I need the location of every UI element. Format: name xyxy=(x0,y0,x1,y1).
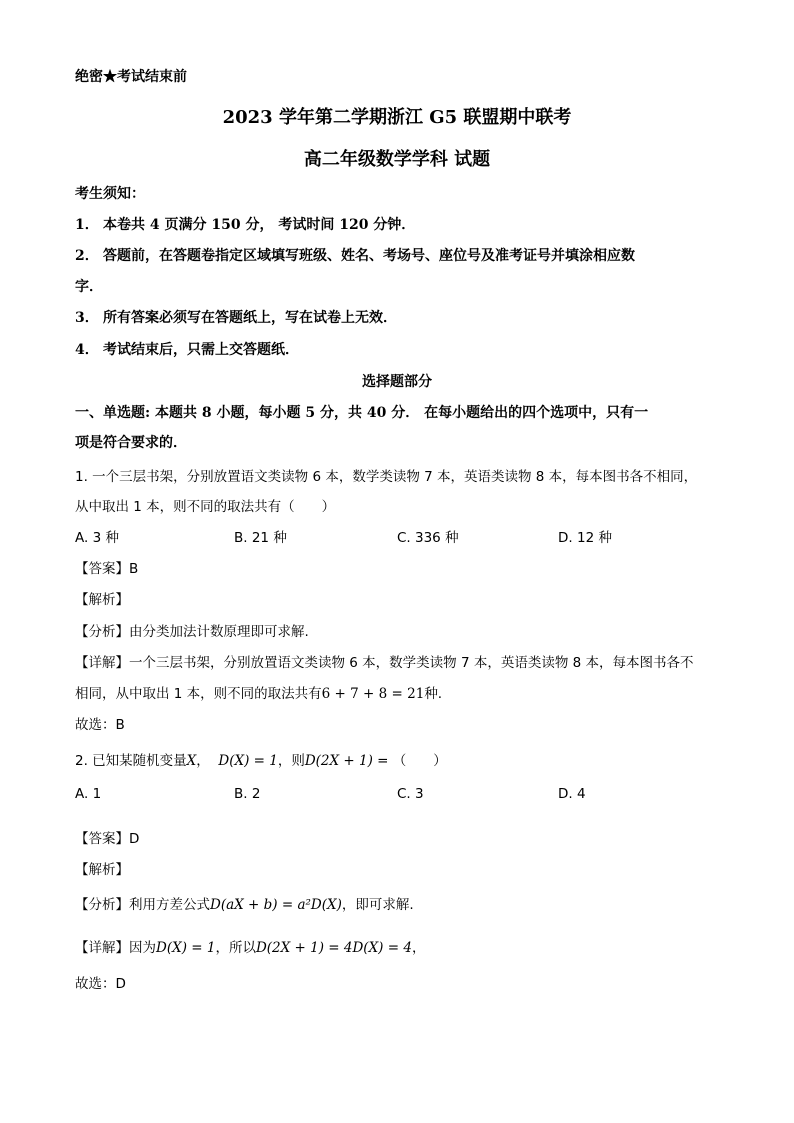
confidential-label: 绝密★考试结束前 xyxy=(75,69,187,85)
notice-item: 1． 本卷共 4 页满分 150 分， 考试时间 120 分钟． xyxy=(75,217,416,233)
notice-item: 3． 所有答案必须写在答题纸上，写在试卷上无效． xyxy=(75,310,397,326)
q1-stem: 1. 一个三层书架，分别放置语文类读物 6 本，数学类读物 7 本，英语类读物 8 本，每本图书各不相同， xyxy=(75,469,698,485)
q1-analysis-label: 【解析】 xyxy=(75,592,129,608)
q2-variable: X xyxy=(186,753,197,769)
notice-item: 4． 考试结束后，只需上交答题纸． xyxy=(75,342,299,358)
q1-detail: 【详解】一个三层书架，分别放置语文类读物 6 本，数学类读物 7 本，英语类读物 8 本，每本图书各不 xyxy=(75,655,694,671)
q1-stem-continued: 从中取出 1 本，则不同的取法共有（ ） xyxy=(75,499,336,515)
q1-option-d: D. 12 种 xyxy=(558,530,612,546)
notice-item-continued: 字． xyxy=(75,279,103,295)
q1-fenxi: 【分析】由分类加法计数原理即可求解. xyxy=(75,624,309,640)
exam-subtitle: 高二年级数学学科 试题 xyxy=(303,149,491,170)
q2-answer: 【答案】D xyxy=(75,831,140,847)
q2-variance-target: D(2X + 1) xyxy=(304,753,373,769)
part-instructions-continued: 项是符合要求的． xyxy=(75,435,187,451)
exam-title: 2023 学年第二学期浙江 G5 联盟期中联考 xyxy=(222,107,572,128)
section-title: 选择题部分 xyxy=(362,374,432,390)
q2-option-a: A. 1 xyxy=(75,786,102,802)
q2-stem: 2. 已知某随机变量X， D(X) = 1，则D(2X + 1) = （ ） xyxy=(75,753,447,769)
q2-analysis-label: 【解析】 xyxy=(75,862,129,878)
part-instructions: 一、单选题: 本题共 8 小题，每小题 5 分，共 40 分． 在每小题给出的四个选项中，只有一 xyxy=(75,405,649,421)
notice-heading: 考生须知： xyxy=(75,186,145,202)
q1-sum-formula: 6 + 7 + 8 = 21 xyxy=(321,686,425,702)
q2-option-b: B. 2 xyxy=(234,786,261,802)
q2-given-formula: D(X) = 1 xyxy=(156,940,216,956)
q1-option-a: A. 3 种 xyxy=(75,530,119,546)
q2-choice: 故选：D xyxy=(75,976,126,992)
q2-option-d: D. 4 xyxy=(558,786,586,802)
q2-detail: 【详解】因为D(X) = 1，所以D(2X + 1) = 4D(X) = 4， xyxy=(75,940,426,956)
q1-choice: 故选：B xyxy=(75,717,125,733)
q2-variance-formula: D(aX + b) = a²D(X) xyxy=(210,897,342,913)
notice-item: 2． 答题前，在答题卷指定区域填写班级、姓名、考场号、座位号及准考证号并填涂相应数 xyxy=(75,248,635,264)
q2-variance-given: D(X) = 1 xyxy=(218,753,278,769)
q1-option-b: B. 21 种 xyxy=(234,530,287,546)
q2-result-formula: D(2X + 1) = 4D(X) = 4 xyxy=(255,940,412,956)
q2-fenxi: 【分析】利用方差公式D(aX + b) = a²D(X)，即可求解. xyxy=(75,897,414,913)
q2-option-c: C. 3 xyxy=(397,786,424,802)
q1-option-c: C. 336 种 xyxy=(397,530,459,546)
q1-answer: 【答案】B xyxy=(75,561,139,577)
q1-detail-continued: 相同，从中取出 1 本，则不同的取法共有6 + 7 + 8 = 21种. xyxy=(75,686,443,702)
